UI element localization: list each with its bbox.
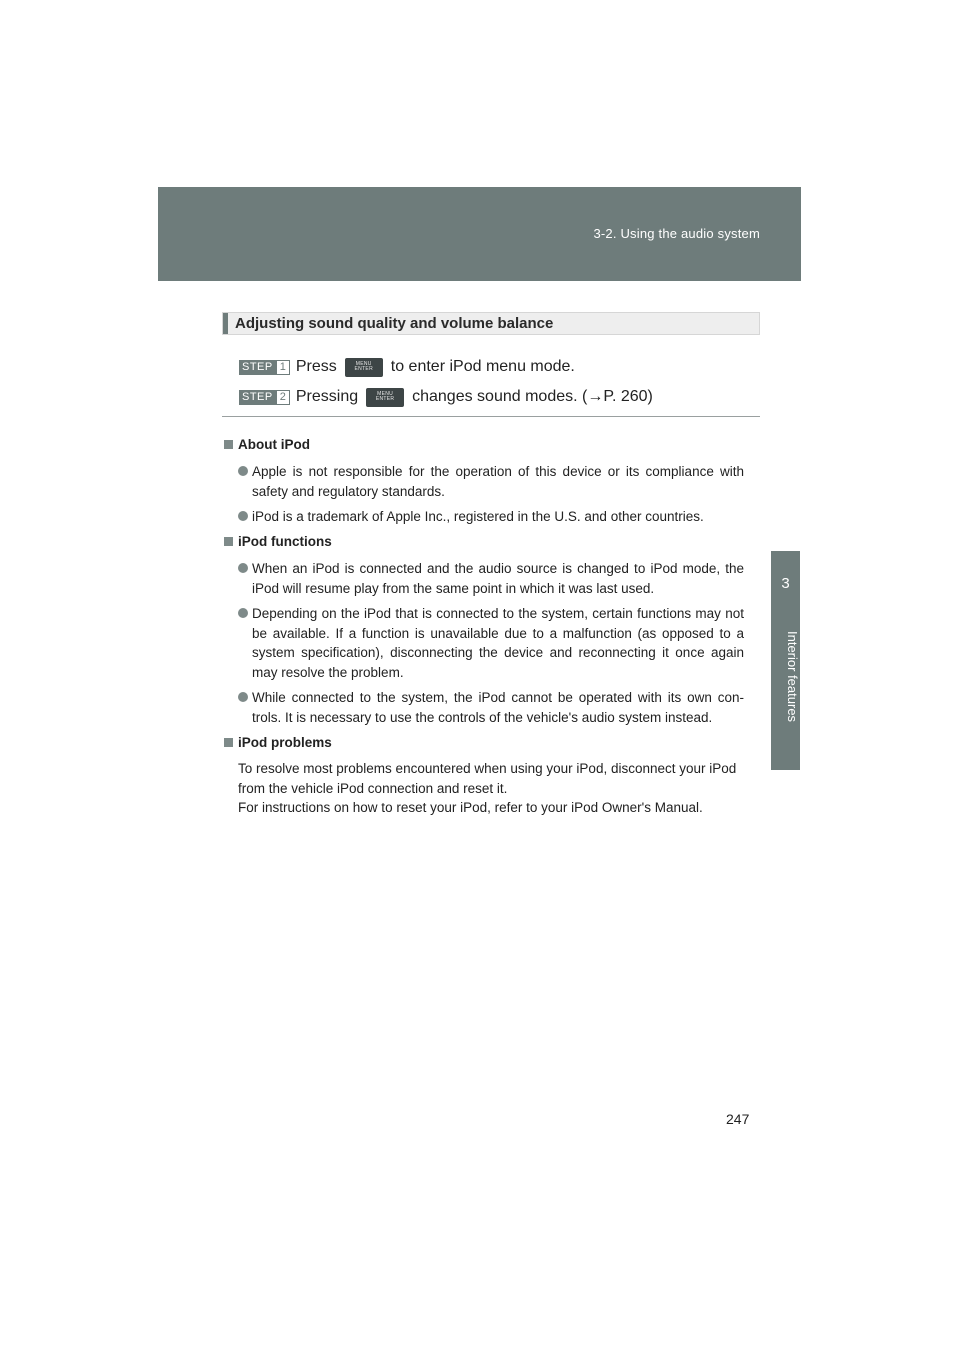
list-item: iPod is a trademark of Apple Inc., registered in the U.S. and other countries. (238, 507, 744, 527)
page-number: 247 (726, 1111, 750, 1127)
note-heading-ipod-functions: iPod functions (224, 534, 332, 549)
bullet-icon (238, 608, 248, 618)
menu-enter-button-icon: MENU ENTER (366, 388, 404, 407)
chapter-tab (771, 551, 800, 770)
list-item: While connected to the system, the iPod cannot be operated with its own con- trols. It is necessary to use the controls of the vehicle's audio system instead. (238, 688, 744, 727)
bullet-icon (238, 466, 248, 476)
step-1 (239, 356, 575, 378)
step-2 (239, 386, 653, 408)
step-text-post: to enter iPod menu mode. (390, 358, 575, 375)
note-heading-about-ipod: About iPod (224, 437, 310, 452)
list-item: When an iPod is connected and the audio source is changed to iPod mode, the iPod will resume play from the same point in which it was last used. (238, 559, 744, 598)
square-bullet-icon (224, 738, 233, 747)
step-text-pre: Press (295, 358, 337, 375)
bullet-icon (238, 692, 248, 702)
bullet-icon (238, 511, 248, 521)
list-item: Apple is not responsible for the operation of this device or its compliance with safety and regulatory standards. (238, 462, 744, 501)
section-accent (223, 313, 228, 334)
section-heading-bar (222, 312, 760, 335)
square-bullet-icon (224, 440, 233, 449)
list-item: Depending on the iPod that is connected to the system, certain functions may not be available. If a function is unavailable due to a malfunction (as opposed to a system specification), disconnecting the device and reconnecting it once again may resolve the problem. (238, 604, 744, 682)
step-text-pre: Pressing (295, 388, 359, 405)
header-band (158, 187, 801, 281)
paragraph: To resolve most problems encountered when using your iPod, disconnect your iPod from the vehicle iPod connection and reset it. For instructions on how to reset your iPod, refer to your iPod Owner's Manual. (238, 761, 737, 815)
chapter-label: Interior features (785, 631, 800, 723)
menu-enter-button-icon: MENU ENTER (345, 358, 383, 377)
section-title: Adjusting sound quality and volume balance (235, 315, 554, 332)
step-badge: STEP 1 (239, 360, 290, 375)
square-bullet-icon (224, 537, 233, 546)
divider (222, 416, 760, 417)
step-badge: STEP 2 (239, 390, 290, 405)
bullet-icon (238, 563, 248, 573)
running-header: 3-2. Using the audio system (593, 226, 760, 241)
step-text-post: changes sound modes. (→P. 260) (412, 388, 653, 405)
note-heading-ipod-problems: iPod problems (224, 735, 332, 750)
chapter-number: 3 (781, 575, 790, 592)
